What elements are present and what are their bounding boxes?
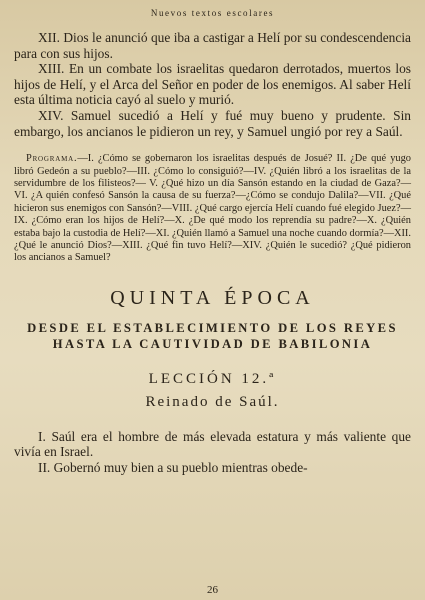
- paragraph-i: I. Saúl era el hombre de más elevada estatura y más valiente que vivía en Israel.: [14, 428, 411, 460]
- paragraph-xiv: XIV. Samuel sucedió a Helí y fué muy bueno y prudente. Sin embargo, los ancianos le pidieron un rey, y Samuel ungió por rey a Saúl.: [14, 107, 411, 139]
- paragraph-xiii: XIII. En un combate los israelitas quedaron derrotados, muertos los hijos de Helí, y el Arca del Señor en poder de los enemigos. Al saber Helí esta última noticia cayó al suelo y murió.: [14, 61, 411, 108]
- programa-text: —I. ¿Cómo se gobernaron los israelitas después de Josué? II. ¿De qué yugo libró Gedeón a su pueblo?—III. ¿Cómo lo consiguió?—IV. ¿Quién libró a los israelitas de la servidumbre de los filisteos?— V. ¿Qué hizo un día Sansón estando en la ciudad de Gaza?—VI. ¿A quién confesó Sansón la causa de su fuerza?—¿Cómo se condujo Dalila?—VII. ¿Qué hicieron sus enemigos con Sansón?—VIII. ¿Qué cargo ejercía Helí cuando fué elegido Juez?—IX. ¿Cómo eran los hijos de Helí?—X. ¿De qué modo los reprendía su padre?—X. ¿Quién estaba bajo la custodia de Helí?—XI. ¿Quién llamó a Samuel una noche cuando dormía?—XII. ¿Qué le anunció Dios?—XIII. ¿Qué fin tuvo Helí?—XIV. ¿Quién le sucedió? ¿Qué pidieron los ancianos a Samuel?: [14, 153, 411, 264]
- programa-block: [14, 153, 411, 265]
- paragraph-xii: XII. Dios le anunció que iba a castigar a Helí por su condescendencia para con sus hijos.: [14, 30, 411, 61]
- epoch-title: QUINTA ÉPOCA: [110, 286, 315, 309]
- lesson-number: LECCIÓN 12.ª: [148, 370, 277, 387]
- epoch-subtitle: DESDE EL ESTABLECIMIENTO DE LOS REYES HASTA LA CAUTIVIDAD DE BABILONIA: [27, 320, 398, 352]
- page-number: 26: [207, 584, 218, 596]
- paragraph-ii: II. Gobernó muy bien a su pueblo mientras obede-: [38, 460, 308, 475]
- running-head: Nuevos textos escolares: [150, 8, 275, 18]
- lesson-title: Reinado de Saúl.: [145, 393, 280, 410]
- programa-label: Programa.: [26, 153, 78, 165]
